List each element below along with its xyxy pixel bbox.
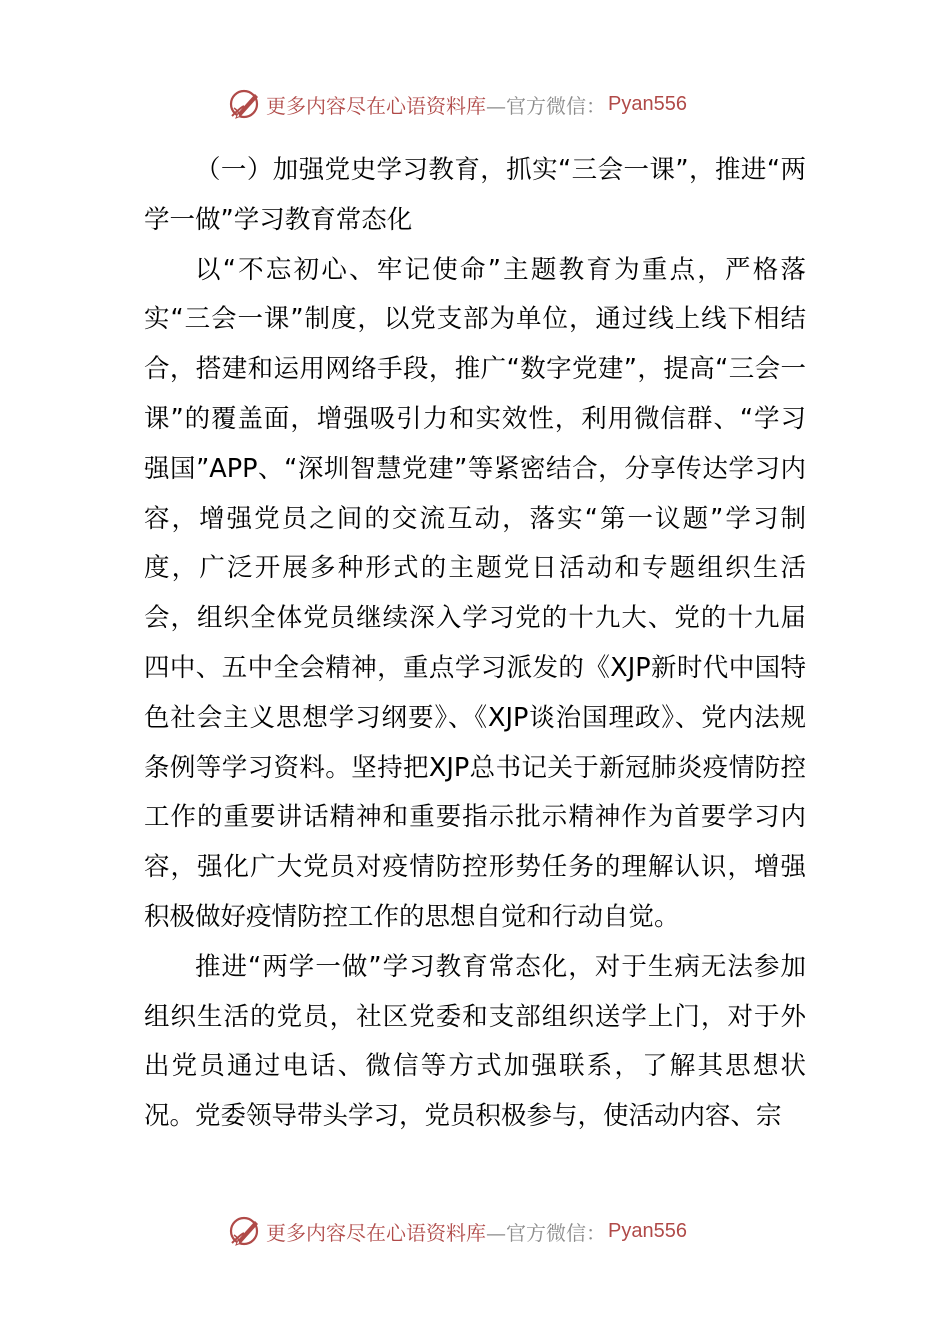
watermark-wechat-id: Pyan556	[608, 92, 687, 115]
body-paragraph: 推进“两学一做”学习教育常态化，对于生病无法参加组织生活的党员，社区党委和支部组织送学上门，对于外出党员通过电话、微信等方式加强联系，了解其思想状况。党委领导带头学习，党员积极参与，使活动内容、宗	[144, 951, 806, 1132]
watermark-promo-text: 更多内容尽在心语资料库	[266, 93, 486, 118]
pen-logo-icon	[226, 1213, 262, 1249]
watermark-promo-text: 更多内容尽在心语资料库	[266, 1220, 486, 1245]
body-paragraph: 以“不忘初心、牢记使命”主题教育为重点，严格落实“三会一课”制度，以党支部为单位，通过线上线下相结合，搭建和运用网络手段，推广“数字党建”，提高“三会一课”的覆盖面，增强吸引力和实效性，利用微信群、“学习强国”APP、“深圳智慧党建”等紧密结合，分享传达学习内容，增强党员之间的交流互动，落实“第一议题”学习制度，广泛开展多种形式的主题党日活动和专题组织生活会，组织全体党员继续深入学习党的十九大、党的十九届四中、五中全会精神，重点学习派发的《XJP新时代中国特色社会主义思想学习纲要》、《XJP谈治国理政》、党内法规条例等学习资料。坚持把XJP总书记关于新冠肺炎疫情防控工作的重要讲话精神和重要指示批示精神作为首要学习内容，强化广大党员对疫情防控形势任务的理解认识，增强积极做好疫情防控工作的思想自觉和行动自觉。	[144, 254, 806, 932]
section-heading: （一）加强党史学习教育，抓实“三会一课”，推进“两学一做”学习教育常态化	[144, 155, 806, 235]
watermark-wechat-id: Pyan556	[608, 1219, 687, 1242]
watermark-official-label: —官方微信：	[486, 1220, 606, 1245]
document-body	[144, 146, 806, 1142]
pen-logo-icon	[226, 86, 262, 122]
header-watermark	[226, 84, 687, 124]
footer-watermark	[226, 1211, 687, 1251]
watermark-official-label: —官方微信：	[486, 93, 606, 118]
